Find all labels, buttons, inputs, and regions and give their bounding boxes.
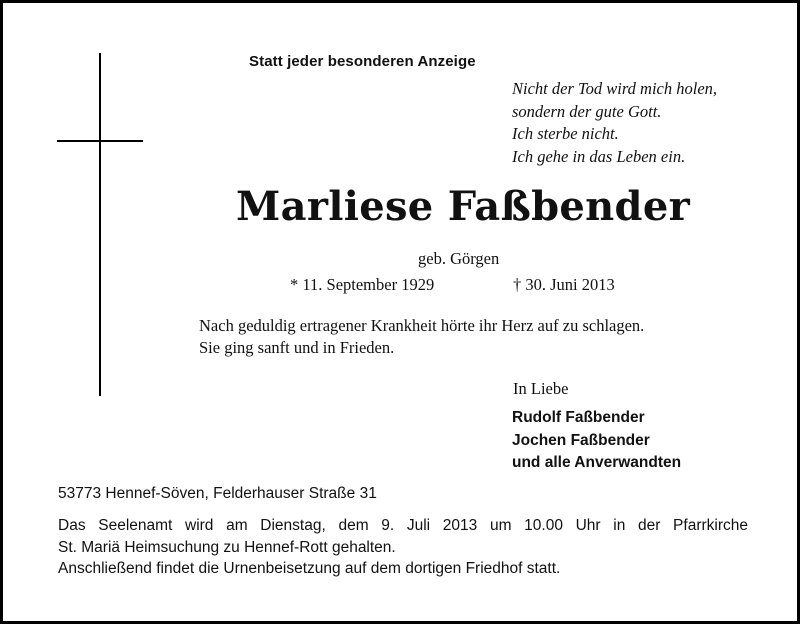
service-line: St. Mariä Heimsuchung zu Hennef-Rott gehalten.: [58, 538, 396, 556]
message-line: Sie ging sanft und in Frieden.: [199, 338, 395, 357]
message: [199, 315, 644, 359]
service-line: Anschließend findet die Urnenbeisetzung auf dem dortigen Friedhof statt.: [58, 560, 561, 577]
birth-date: * 11. September 1929: [290, 275, 435, 294]
service-info: [58, 515, 748, 580]
deceased-name: Marliese Faßbender: [236, 183, 690, 230]
address: 53773 Hennef-Söven, Felderhauser Straße 31: [58, 485, 377, 502]
signers: [512, 407, 681, 475]
signer: Rudolf Faßbender: [512, 409, 645, 426]
maiden-name: geb. Görgen: [418, 249, 500, 268]
signer: Jochen Faßbender: [512, 431, 650, 449]
poem: [512, 78, 717, 168]
poem-line: Ich sterbe nicht.: [512, 124, 619, 143]
death-date: † 30. Juni 2013: [513, 275, 615, 294]
headline: Statt jeder besonderen Anzeige: [249, 53, 476, 70]
service-line: Das Seelenamt wird am Dienstag, dem 9. Juli 2013 um 10.00 Uhr in der Pfarrkirche: [58, 517, 748, 534]
signer: und alle Anverwandten: [512, 454, 682, 471]
in-love-label: In Liebe: [513, 379, 569, 398]
cross-horizontal-bar: [57, 140, 143, 142]
message-line: Nach geduldig ertragener Krankheit hörte ihr Herz auf zu schlagen.: [199, 316, 645, 335]
poem-line: Ich gehe in das Leben ein.: [512, 146, 686, 166]
poem-line: Nicht der Tod wird mich holen,: [512, 79, 718, 98]
poem-line: sondern der gute Gott.: [512, 101, 662, 121]
